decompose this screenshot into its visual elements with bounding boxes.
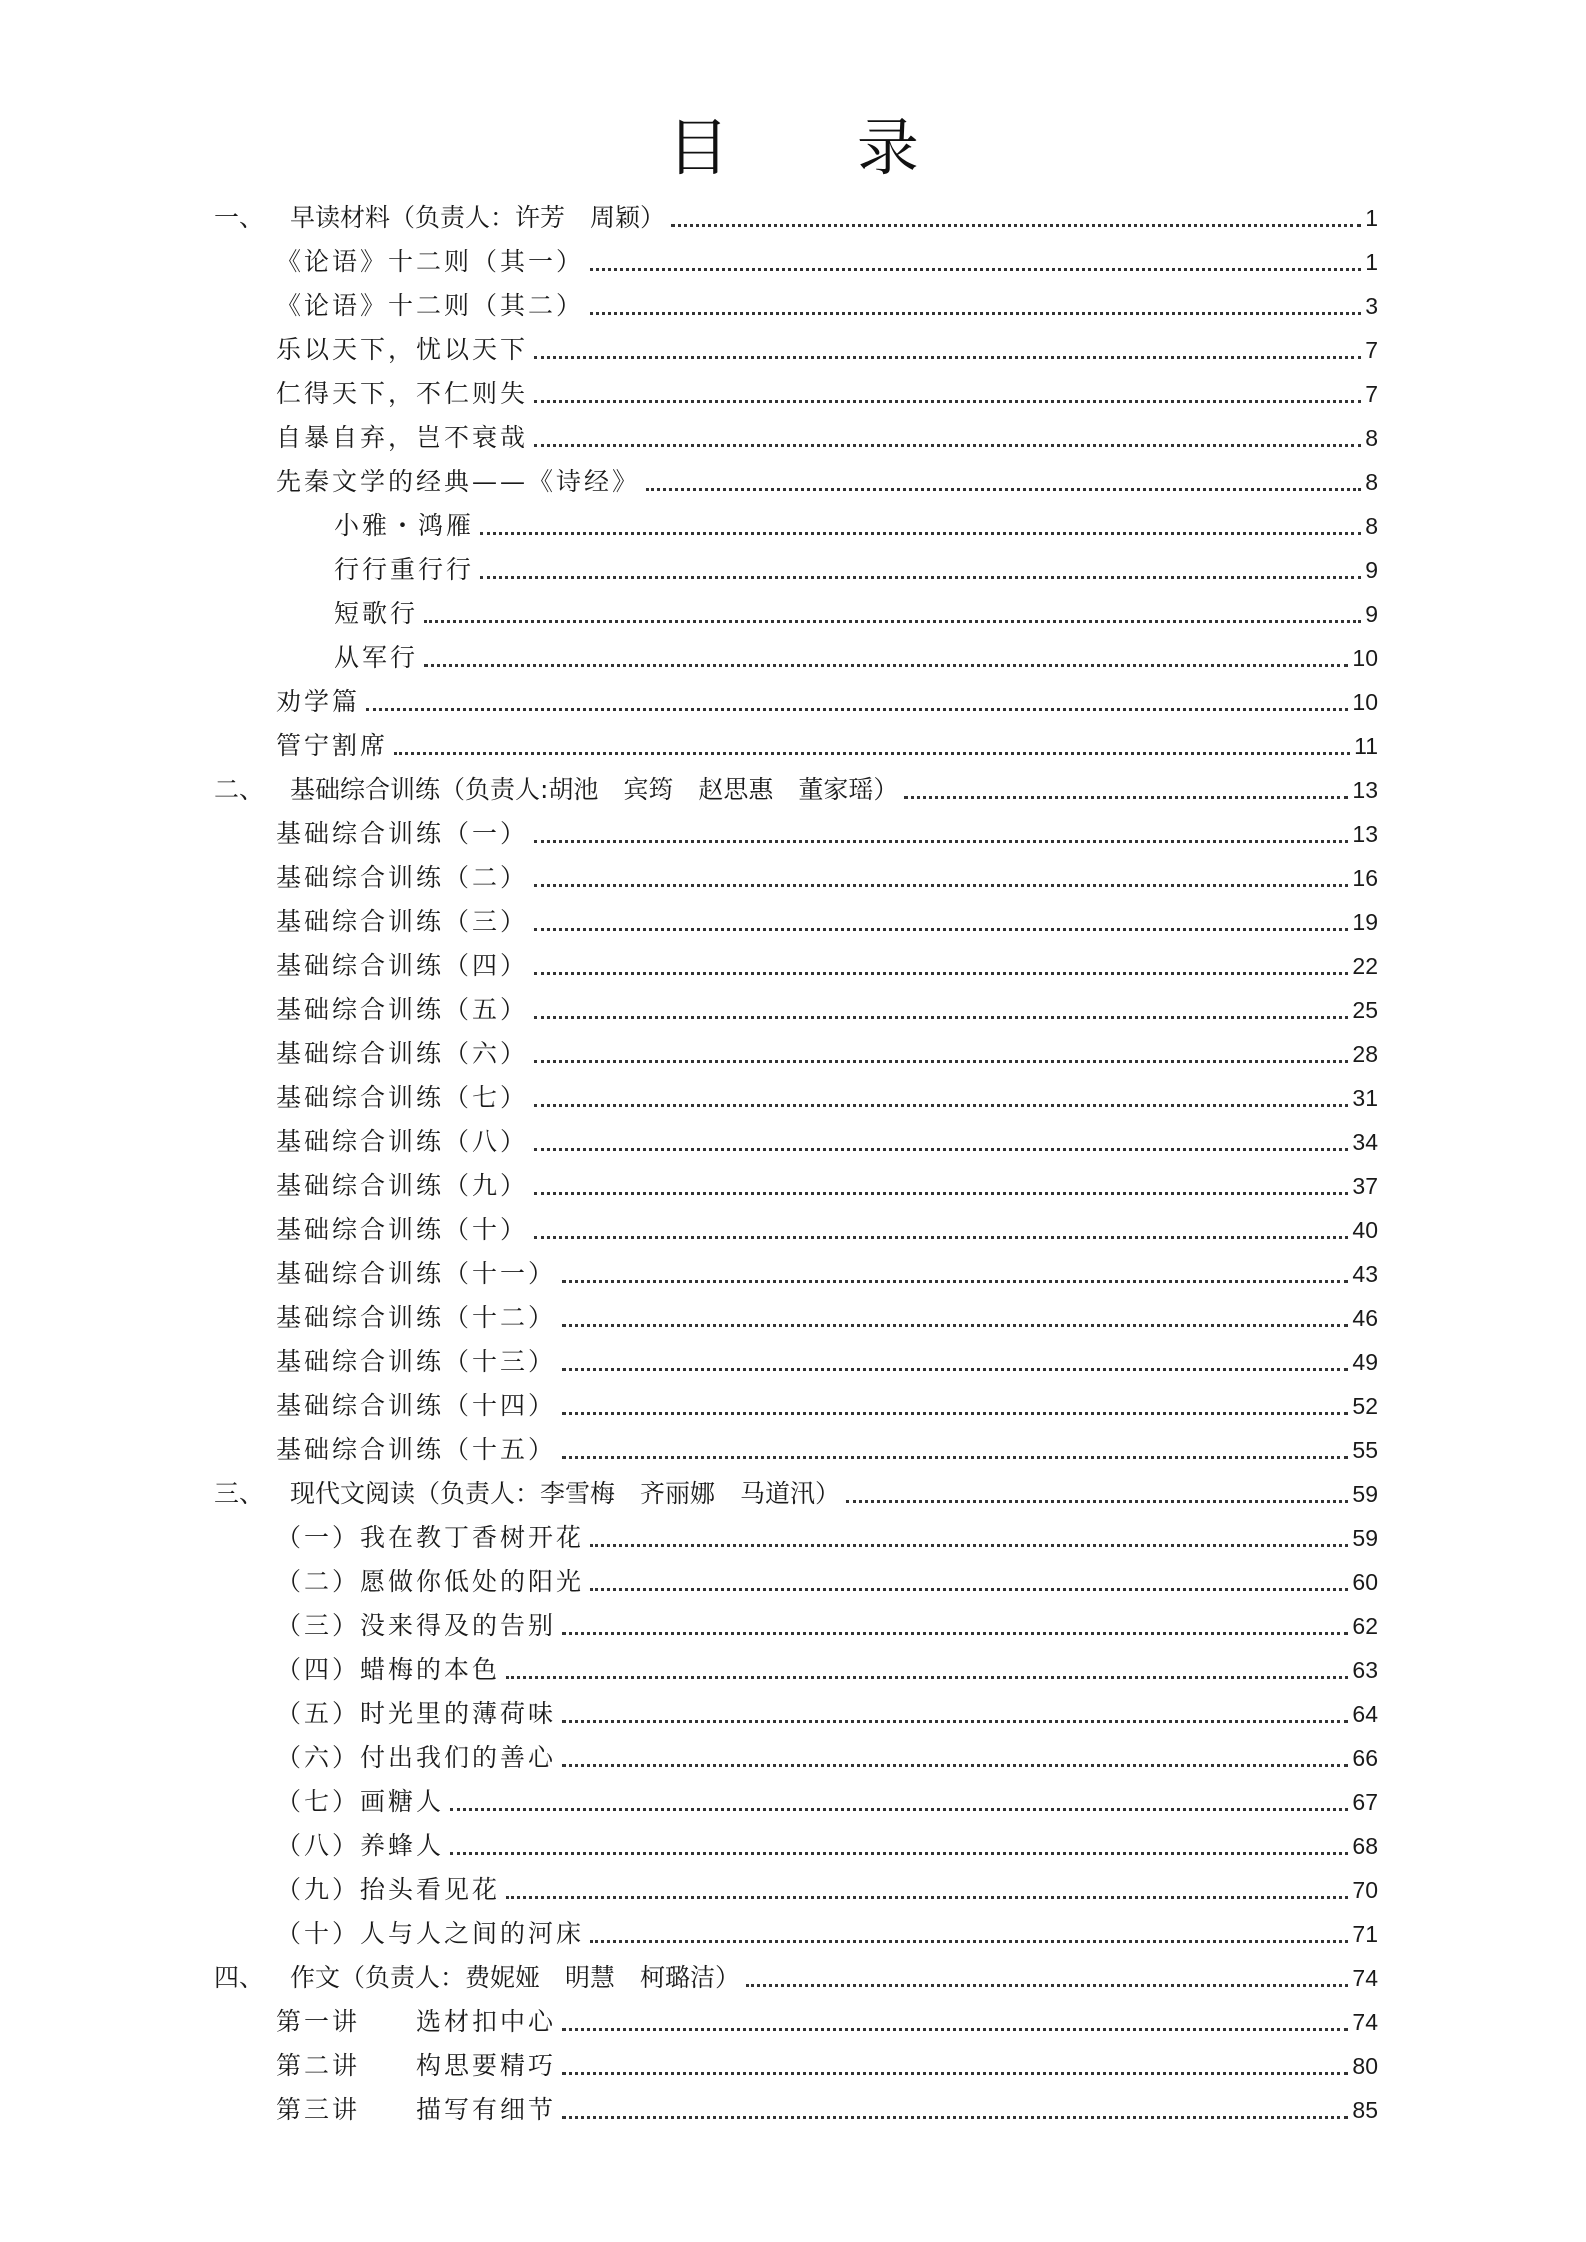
toc-page-number: 64 <box>1352 1701 1378 1727</box>
toc-entry-label: 基础综合训练（三） <box>276 907 529 936</box>
toc-page-number: 3 <box>1365 293 1378 319</box>
toc-entry-label: 第二讲 构思要精巧 <box>276 2051 557 2080</box>
dot-leader <box>562 1632 1348 1635</box>
toc-entry-label: 基础综合训练（十） <box>276 1215 529 1244</box>
toc-entry-label: 早读材料（负责人：许芳 周颖） <box>290 203 666 232</box>
toc-page-number: 8 <box>1365 513 1378 539</box>
dot-leader <box>480 532 1361 535</box>
toc-entry[interactable] <box>276 982 1378 1026</box>
toc-entry-label: 第一讲 选材扣中心 <box>276 2007 557 2036</box>
toc-page-number: 9 <box>1365 601 1378 627</box>
dot-leader <box>534 400 1361 403</box>
toc-entry-label: 基础综合训练（九） <box>276 1171 529 1200</box>
toc-entry-label: （十）人与人之间的河床 <box>276 1919 585 1948</box>
toc-entry-label: 乐以天下，忧以天下 <box>276 335 529 364</box>
dot-leader <box>590 1544 1348 1547</box>
dot-leader <box>534 840 1348 843</box>
dot-leader <box>534 1060 1348 1063</box>
dot-leader <box>590 268 1361 271</box>
toc-entry-label: 基础综合训练（八） <box>276 1127 529 1156</box>
toc-page-number: 59 <box>1352 1525 1378 1551</box>
dot-leader <box>846 1500 1348 1503</box>
toc-entry-label: 《论语》十二则（其一） <box>276 247 585 276</box>
toc-entry[interactable] <box>276 1070 1378 1114</box>
dot-leader <box>534 444 1361 447</box>
toc-entry[interactable] <box>276 1774 1378 1818</box>
dot-leader <box>480 576 1361 579</box>
toc-entry-label: 基础综合训练（六） <box>276 1039 529 1068</box>
dot-leader <box>534 1192 1348 1195</box>
toc-page-number: 7 <box>1365 381 1378 407</box>
toc-entry-label: 管宁割席 <box>276 731 389 760</box>
dot-leader <box>424 620 1361 623</box>
toc-entry-label: 《论语》十二则（其二） <box>276 291 585 320</box>
dot-leader <box>671 224 1361 227</box>
toc-entry-label: 行行重行行 <box>334 555 475 584</box>
toc-entry-label: （六）付出我们的善心 <box>276 1743 557 1772</box>
dot-leader <box>534 884 1348 887</box>
dot-leader <box>562 1764 1348 1767</box>
toc-page-number: 10 <box>1352 689 1378 715</box>
toc-page-number: 85 <box>1352 2097 1378 2123</box>
toc-entry-label: （一）我在教丁香树开花 <box>276 1523 585 1552</box>
toc-entry[interactable] <box>276 1378 1378 1422</box>
toc-page-number: 49 <box>1352 1349 1378 1375</box>
page-title: 目 录 <box>667 111 973 184</box>
toc-page-number: 31 <box>1352 1085 1378 1111</box>
dot-leader <box>590 1940 1348 1943</box>
toc-entry[interactable] <box>276 1862 1378 1906</box>
toc-entry-label: 基础综合训练（五） <box>276 995 529 1024</box>
toc-entry-label: 短歌行 <box>334 599 419 628</box>
toc-entry-label: 基础综合训练（十三） <box>276 1347 557 1376</box>
dot-leader <box>450 1808 1348 1811</box>
dot-leader <box>562 2028 1348 2031</box>
toc-page-number: 13 <box>1352 777 1378 803</box>
toc-page-number: 22 <box>1352 953 1378 979</box>
toc-entry-label: （八）养蜂人 <box>276 1831 445 1860</box>
toc-entry[interactable] <box>276 1598 1378 1642</box>
dot-leader <box>562 2116 1348 2119</box>
toc-entry[interactable] <box>276 850 1378 894</box>
dot-leader <box>904 796 1348 799</box>
toc-page-number: 52 <box>1352 1393 1378 1419</box>
toc-page-number: 34 <box>1352 1129 1378 1155</box>
toc-entry[interactable] <box>276 278 1378 322</box>
toc-entry[interactable] <box>276 234 1378 278</box>
toc-section[interactable] <box>214 762 1378 806</box>
dot-leader <box>562 2072 1348 2075</box>
toc-entry[interactable] <box>276 894 1378 938</box>
toc-entry-label: 先秦文学的经典——《诗经》 <box>276 467 641 496</box>
toc-entry-label: 基础综合训练（十一） <box>276 1259 557 1288</box>
toc-entry[interactable] <box>276 1246 1378 1290</box>
toc-entry-label: 基础综合训练（十四） <box>276 1391 557 1420</box>
dot-leader <box>534 1016 1348 1019</box>
dot-leader <box>746 1984 1348 1987</box>
toc-subentry[interactable] <box>334 630 1378 674</box>
toc-subentry[interactable] <box>334 498 1378 542</box>
toc-page-number: 60 <box>1352 1569 1378 1595</box>
toc-entry-label: 基础综合训练（七） <box>276 1083 529 1112</box>
toc-page-number: 71 <box>1352 1921 1378 1947</box>
toc-entry[interactable] <box>276 366 1378 410</box>
toc-entry[interactable] <box>276 806 1378 850</box>
toc-entry-label: 基础综合训练（一） <box>276 819 529 848</box>
toc-entry-label: 基础综合训练（负责人:胡池 宾筠 赵思惠 董家瑶） <box>290 775 899 804</box>
toc-page-number: 13 <box>1352 821 1378 847</box>
dot-leader <box>534 1104 1348 1107</box>
toc-entry-label: 基础综合训练（二） <box>276 863 529 892</box>
toc-page-number: 43 <box>1352 1261 1378 1287</box>
toc-page-number: 74 <box>1352 1965 1378 1991</box>
toc-page-number: 63 <box>1352 1657 1378 1683</box>
toc-page-number: 40 <box>1352 1217 1378 1243</box>
toc-entry[interactable] <box>276 1642 1378 1686</box>
toc-entry[interactable] <box>276 718 1378 762</box>
toc-entry[interactable] <box>276 1202 1378 1246</box>
toc-page-number: 46 <box>1352 1305 1378 1331</box>
dot-leader <box>534 1148 1348 1151</box>
toc-entry[interactable] <box>276 1730 1378 1774</box>
toc-entry[interactable] <box>276 1422 1378 1466</box>
toc-section[interactable] <box>214 1950 1378 1994</box>
toc-page-number: 25 <box>1352 997 1378 1023</box>
toc-entry-label: （五）时光里的薄荷味 <box>276 1699 557 1728</box>
toc-entry[interactable] <box>276 1994 1378 2038</box>
dot-leader <box>562 1720 1348 1723</box>
section-number: 一、 <box>214 203 265 232</box>
toc-entry[interactable] <box>276 2038 1378 2082</box>
toc-entry[interactable] <box>276 938 1378 982</box>
dot-leader <box>506 1676 1348 1679</box>
toc-entry-label: 第三讲 描写有细节 <box>276 2095 557 2124</box>
toc-page-number: 11 <box>1354 733 1378 759</box>
toc-entry[interactable] <box>276 1158 1378 1202</box>
toc-page-number: 74 <box>1352 2009 1378 2035</box>
toc-entry[interactable] <box>276 2082 1378 2126</box>
toc-page-number: 16 <box>1352 865 1378 891</box>
toc-page-number: 80 <box>1352 2053 1378 2079</box>
dot-leader <box>590 312 1361 315</box>
toc-entry[interactable] <box>276 322 1378 366</box>
toc-entry[interactable] <box>276 1510 1378 1554</box>
dot-leader <box>450 1852 1348 1855</box>
toc-entry-label: 基础综合训练（四） <box>276 951 529 980</box>
toc-entry[interactable] <box>276 410 1378 454</box>
toc-entry-label: 从军行 <box>334 643 419 672</box>
toc-page-number: 66 <box>1352 1745 1378 1771</box>
toc-entry[interactable] <box>276 1906 1378 1950</box>
toc-entry[interactable] <box>276 674 1378 718</box>
dot-leader <box>562 1324 1348 1327</box>
toc-entry[interactable] <box>276 1818 1378 1862</box>
dot-leader <box>562 1368 1348 1371</box>
dot-leader <box>534 356 1361 359</box>
toc-entry-label: 仁得天下，不仁则失 <box>276 379 529 408</box>
toc-entry-label: 作文（负责人：费妮娅 明慧 柯璐洁） <box>290 1963 741 1992</box>
toc-entry[interactable] <box>276 1114 1378 1158</box>
section-number: 四、 <box>214 1963 265 1992</box>
dot-leader <box>424 664 1348 667</box>
toc-page-number: 9 <box>1365 557 1378 583</box>
section-number: 二、 <box>214 775 265 804</box>
toc-page-number: 67 <box>1352 1789 1378 1815</box>
toc-section[interactable] <box>214 1466 1378 1510</box>
toc-entry[interactable] <box>276 1686 1378 1730</box>
toc-page-number: 37 <box>1352 1173 1378 1199</box>
toc-subentry[interactable] <box>334 542 1378 586</box>
toc-entry[interactable] <box>276 1026 1378 1070</box>
toc-entry[interactable] <box>276 454 1378 498</box>
dot-leader <box>534 1236 1348 1239</box>
dot-leader <box>366 708 1348 711</box>
toc-entry-label: （三）没来得及的告别 <box>276 1611 557 1640</box>
dot-leader <box>562 1456 1348 1459</box>
toc-section[interactable] <box>214 190 1378 234</box>
toc-entry[interactable] <box>276 1334 1378 1378</box>
dot-leader <box>646 488 1361 491</box>
toc-page-number: 1 <box>1365 249 1378 275</box>
dot-leader <box>534 972 1348 975</box>
toc-page-number: 19 <box>1352 909 1378 935</box>
toc-page-number: 68 <box>1352 1833 1378 1859</box>
toc-entry-label: 现代文阅读（负责人：李雪梅 齐丽娜 马道汛） <box>290 1479 841 1508</box>
toc-page-number: 28 <box>1352 1041 1378 1067</box>
toc-page-number: 10 <box>1352 645 1378 671</box>
toc-page-number: 7 <box>1365 337 1378 363</box>
toc-entry-label: （九）抬头看见花 <box>276 1875 501 1904</box>
toc-entry[interactable] <box>276 1290 1378 1334</box>
toc-page-number: 62 <box>1352 1613 1378 1639</box>
toc-entry[interactable] <box>276 1554 1378 1598</box>
dot-leader <box>590 1588 1348 1591</box>
toc-entry-label: （二）愿做你低处的阳光 <box>276 1567 585 1596</box>
toc-page-number: 1 <box>1365 205 1378 231</box>
section-number: 三、 <box>214 1479 265 1508</box>
toc-page-number: 55 <box>1352 1437 1378 1463</box>
toc-page-number: 8 <box>1365 469 1378 495</box>
toc-entry-label: 基础综合训练（十五） <box>276 1435 557 1464</box>
toc-entry-label: 自暴自弃，岂不衰哉 <box>276 423 529 452</box>
dot-leader <box>534 928 1348 931</box>
toc-entry-label: 小雅・鸿雁 <box>334 511 475 540</box>
toc-page-number: 8 <box>1365 425 1378 451</box>
toc-entry-label: 劝学篇 <box>276 687 361 716</box>
dot-leader <box>394 752 1350 755</box>
toc-page-number: 59 <box>1352 1481 1378 1507</box>
toc-entry-label: 基础综合训练（十二） <box>276 1303 557 1332</box>
toc-entry-label: （七）画糖人 <box>276 1787 445 1816</box>
dot-leader <box>562 1412 1348 1415</box>
toc-page-number: 70 <box>1352 1877 1378 1903</box>
toc-entry-label: （四）蜡梅的本色 <box>276 1655 501 1684</box>
dot-leader <box>506 1896 1348 1899</box>
dot-leader <box>562 1280 1348 1283</box>
toc-subentry[interactable] <box>334 586 1378 630</box>
